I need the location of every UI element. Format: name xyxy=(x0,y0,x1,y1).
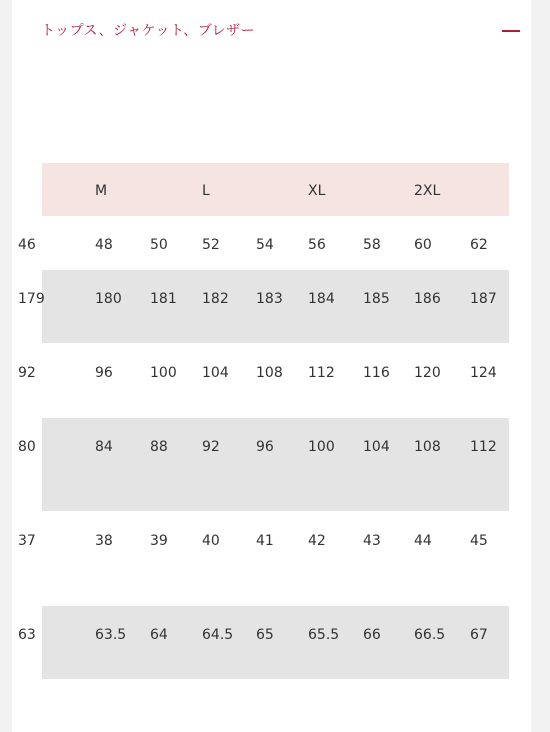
size-header-cell: 2XL xyxy=(414,183,441,199)
size-table xyxy=(18,163,509,683)
table-cell: 39 xyxy=(150,533,168,549)
table-cell: 37 xyxy=(18,533,36,549)
table-cell: 184 xyxy=(308,291,335,307)
table-cell: 182 xyxy=(202,291,229,307)
table-cell: 180 xyxy=(95,291,122,307)
table-cell: 50 xyxy=(150,237,168,253)
table-cell: 60 xyxy=(414,237,432,253)
table-row xyxy=(18,606,509,679)
table-cell: 104 xyxy=(202,365,229,381)
table-cell: 52 xyxy=(202,237,220,253)
table-cell: 56 xyxy=(308,237,326,253)
table-cell: 80 xyxy=(18,439,36,455)
table-cell: 38 xyxy=(95,533,113,549)
table-row xyxy=(18,512,509,605)
table-cell: 108 xyxy=(414,439,441,455)
table-cell: 108 xyxy=(256,365,283,381)
table-cell: 92 xyxy=(18,365,36,381)
table-cell: 62 xyxy=(470,237,488,253)
table-cell: 67 xyxy=(470,627,488,643)
table-cell: 48 xyxy=(95,237,113,253)
table-cell: 183 xyxy=(256,291,283,307)
table-cell: 186 xyxy=(414,291,441,307)
accordion-header[interactable] xyxy=(12,0,531,62)
table-cell: 185 xyxy=(363,291,390,307)
table-cell: 46 xyxy=(18,237,36,253)
table-cell: 96 xyxy=(256,439,274,455)
table-cell: 65.5 xyxy=(308,627,340,643)
table-cell: 66.5 xyxy=(414,627,446,643)
table-cell: 44 xyxy=(414,533,432,549)
accordion-title: トップス、ジャケット、ブレザー xyxy=(41,23,256,39)
table-cell: 41 xyxy=(256,533,274,549)
size-header-cell: M xyxy=(95,183,108,199)
table-cell: 58 xyxy=(363,237,381,253)
table-cell: 40 xyxy=(202,533,220,549)
table-cell: 187 xyxy=(470,291,497,307)
table-cell: 181 xyxy=(150,291,177,307)
table-row xyxy=(18,270,509,343)
collapse-toggle-button[interactable] xyxy=(501,22,523,40)
table-cell: 42 xyxy=(308,533,326,549)
size-guide-panel xyxy=(12,0,531,732)
table-cell: 66 xyxy=(363,627,381,643)
table-cell: 63 xyxy=(18,627,36,643)
table-cell: 92 xyxy=(202,439,220,455)
table-cell: 84 xyxy=(95,439,113,455)
table-cell: 100 xyxy=(308,439,335,455)
table-cell: 45 xyxy=(470,533,488,549)
table-row xyxy=(18,217,509,269)
table-cell: 64.5 xyxy=(202,627,234,643)
table-cell: 104 xyxy=(363,439,390,455)
table-row xyxy=(18,344,509,417)
table-cell: 65 xyxy=(256,627,274,643)
table-cell: 64 xyxy=(150,627,168,643)
table-row xyxy=(18,418,509,511)
table-cell: 54 xyxy=(256,237,274,253)
table-cell: 116 xyxy=(363,365,390,381)
table-cell: 179 xyxy=(18,291,45,307)
table-cell: 112 xyxy=(308,365,335,381)
table-cell: 43 xyxy=(363,533,381,549)
table-cell: 112 xyxy=(470,439,497,455)
size-table-header-row xyxy=(42,163,509,216)
table-cell: 96 xyxy=(95,365,113,381)
table-cell: 120 xyxy=(414,365,441,381)
table-cell: 124 xyxy=(470,365,497,381)
table-cell: 88 xyxy=(150,439,168,455)
size-header-cell: L xyxy=(202,183,210,199)
table-cell: 63.5 xyxy=(95,627,127,643)
size-header-cell: XL xyxy=(308,183,326,199)
table-cell: 100 xyxy=(150,365,177,381)
minus-icon xyxy=(502,30,520,32)
